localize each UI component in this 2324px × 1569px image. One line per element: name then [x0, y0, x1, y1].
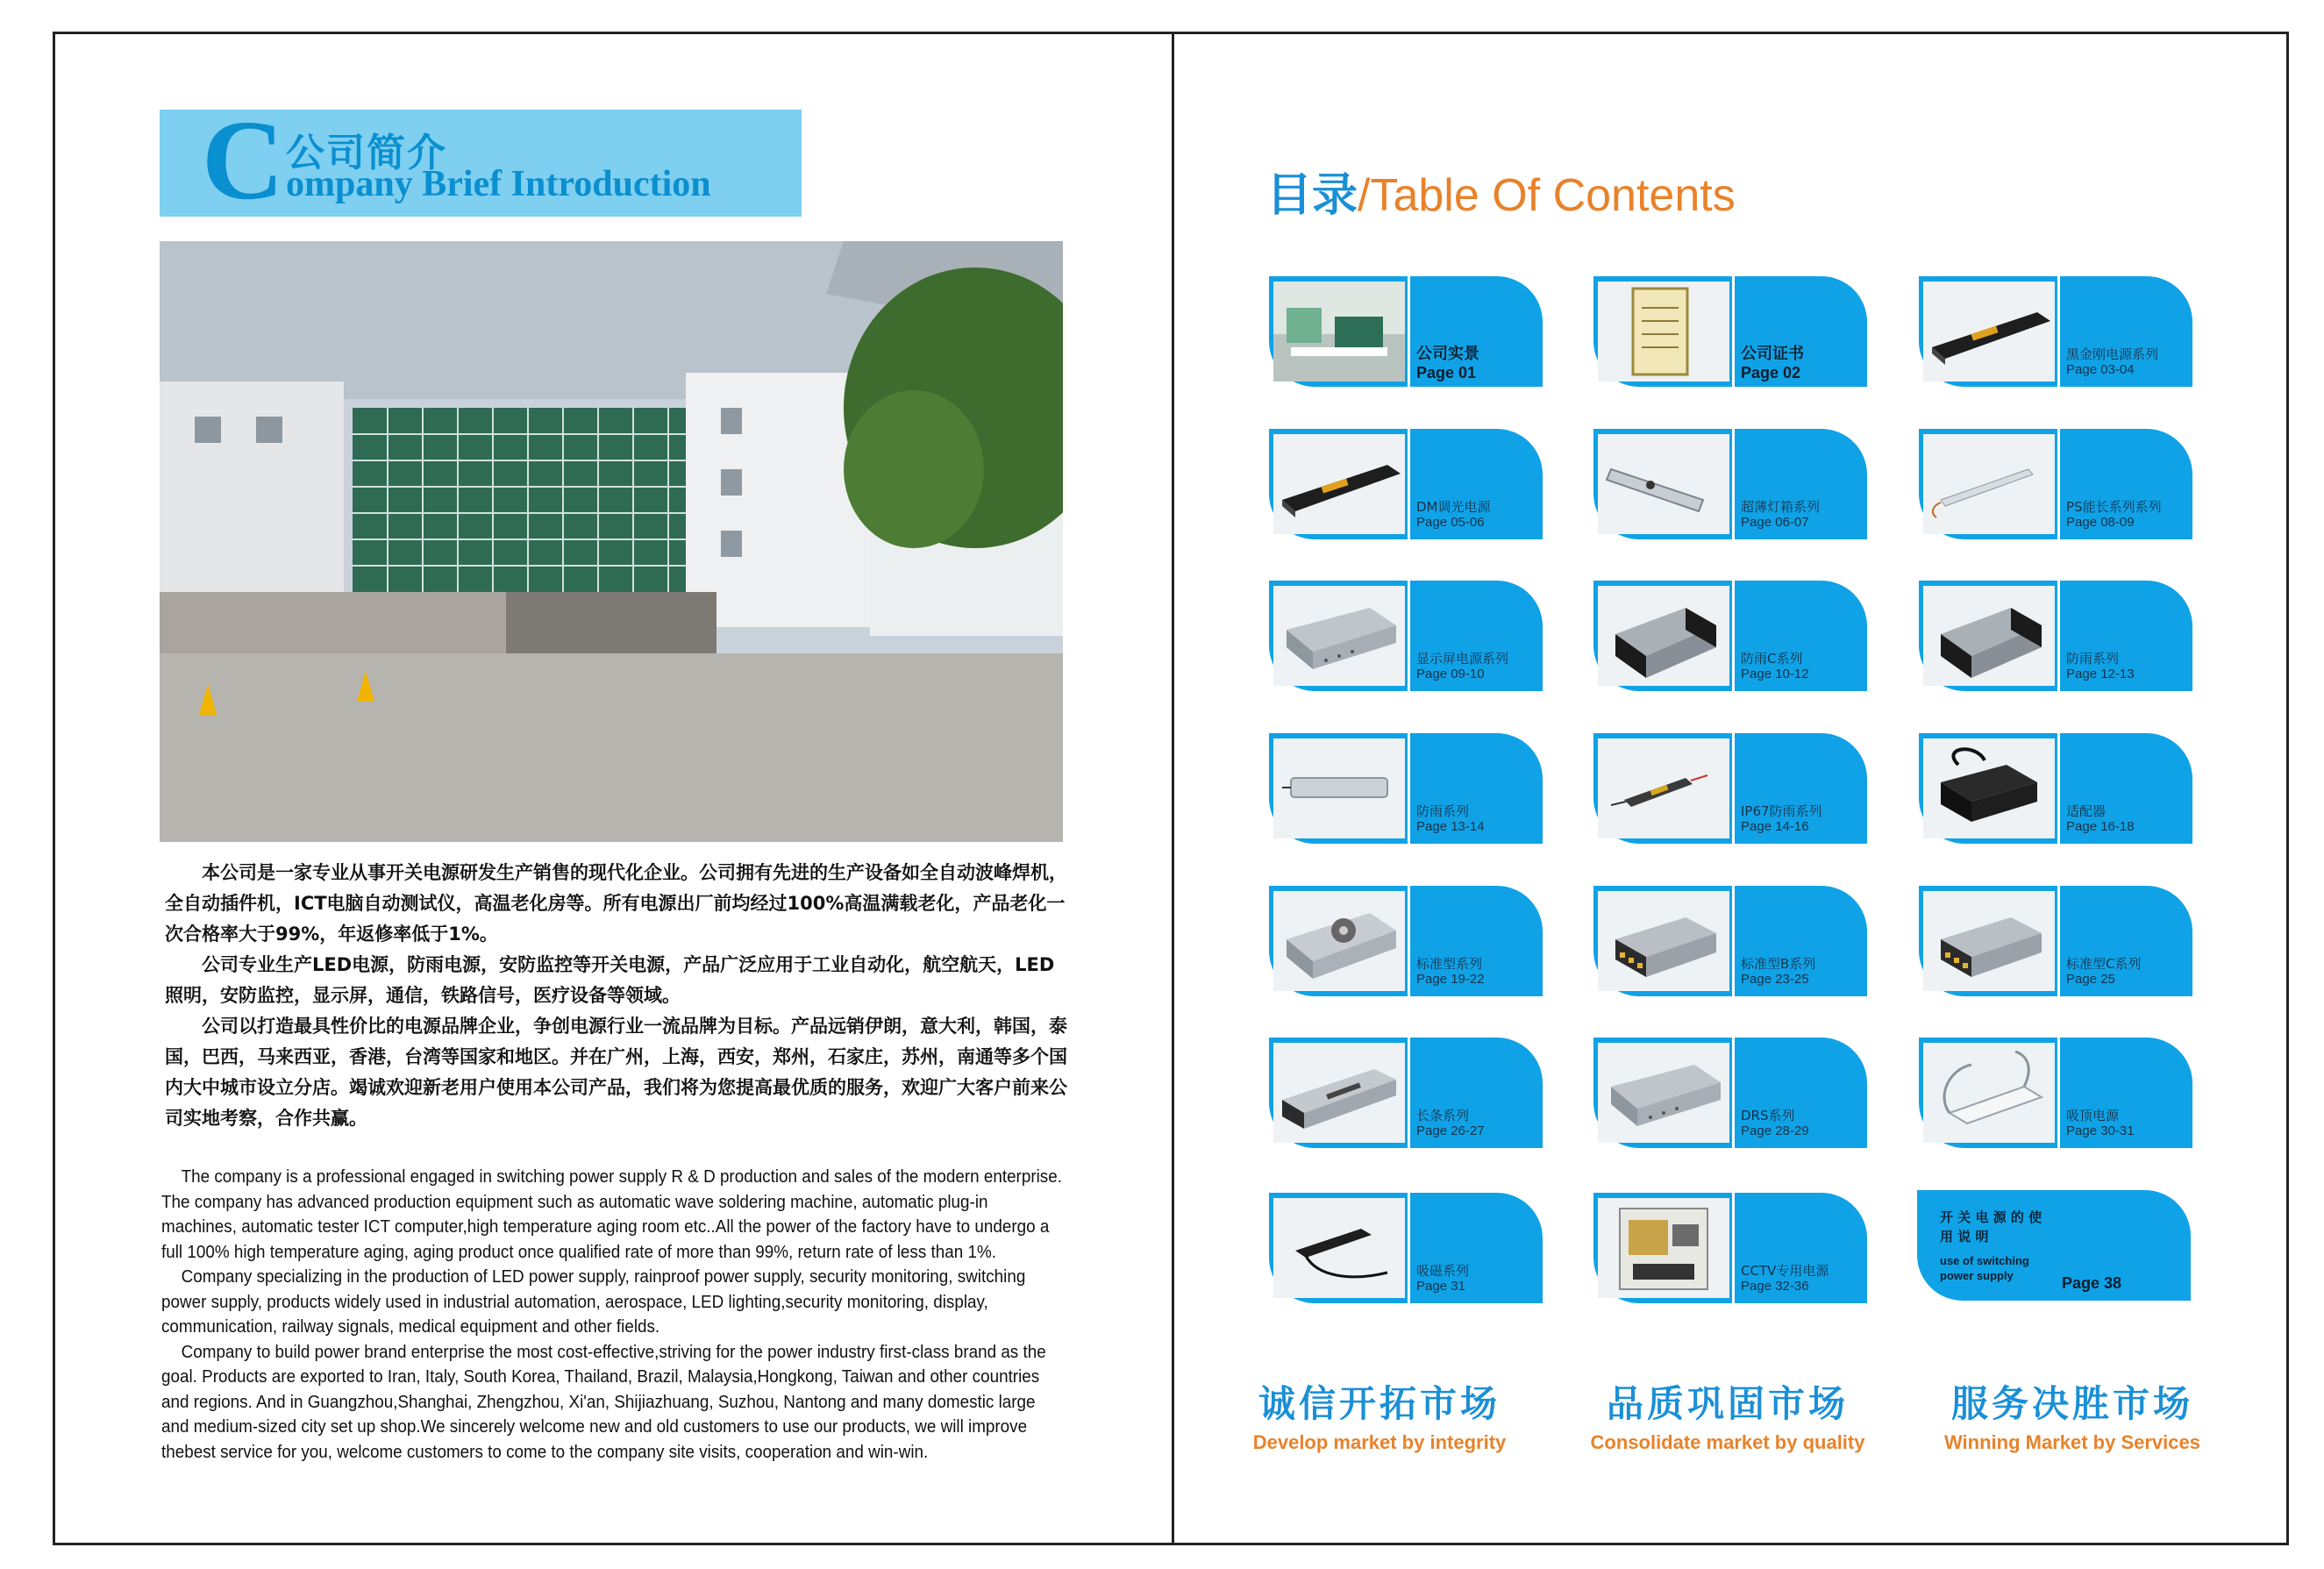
factory-photo [160, 241, 1063, 842]
slogan-quality [1570, 1375, 1886, 1454]
toc-entry[interactable] [1593, 733, 1867, 844]
toc-title-cn: 目录 [1266, 169, 1358, 222]
toc-entry[interactable] [1269, 1038, 1543, 1148]
en-paragraph: Company to build power brand enterprise the most cost-effective,striving for the power industry first-class brand as the goal. Products are exported to Iran, Italy, South Korea, Thailand, Brazil, Malaysia,Hongkong, Taiwan and other countries and regions. And in Guangzhou,Shanghai, Zhengzhou, Xi'an, Shijiazhuang, Suzhou, Nantong and many domestic large and medium-sized city set up shop.We sincerely welcome new and old customers to use our products, we will improve thebest service for you, welcome customers to come to the company site visits, cooperation and win-win. [161, 1341, 1046, 1462]
toc-title [1266, 158, 1736, 224]
slim-silver-tube-icon [1273, 738, 1405, 838]
toc-entry-name: 吸顶电源 [2066, 1108, 2120, 1123]
toc-entry-page: Page 30-31 [2066, 1123, 2135, 1138]
toc-entry-divider [1408, 886, 1410, 996]
cn-paragraph: 本公司是一家专业从事开关电源研发生产销售的现代化企业。公司拥有先进的生产设备如全自动波峰焊机，全自动插件机，ICT电脑自动测试仪，高温老化房等。所有电源出厂前均经过100%高温满载老化，产品老化一次合格率大于99%，年返修率低于1%。 [165, 862, 1067, 945]
toc-entry-divider [1408, 1038, 1410, 1148]
slogan-cn: 服务决胜市场 [1950, 1382, 2193, 1425]
thin-led-driver-icon [1923, 434, 2055, 534]
mesh-psu-icon [1598, 1043, 1729, 1143]
toc-entry-name: DRS系列 [1741, 1108, 1795, 1123]
toc-entry[interactable] [1593, 276, 1867, 387]
slogan-en: Develop market by integrity [1252, 1431, 1507, 1453]
en-paragraph: Company specializing in the production of LED power supply, rainproof power supply, security monitoring, switching power supply, products widely used in industrial automation, aerospace, LED lighting,security monitoring, display, communication, railway signals, medical equipment and other fields. [161, 1266, 1026, 1337]
toc-entry-name: 适配器 [2066, 803, 2107, 819]
toc-entry[interactable] [1919, 581, 2192, 691]
long-psu-icon [1273, 1043, 1405, 1143]
toc-entry-divider [1408, 733, 1410, 844]
toc-entry[interactable] [1593, 581, 1867, 691]
toc-entry-name: 标准型C系列 [2066, 956, 2142, 972]
toc-entry-manual[interactable] [1917, 1190, 2191, 1301]
rainproof-psu-icon [1598, 586, 1729, 686]
toc-entry-divider [1732, 581, 1735, 691]
toc-entry-page: Page 12-13 [2066, 667, 2135, 681]
toc-entry-page: Page 10-12 [1741, 667, 1809, 681]
toc-entry[interactable] [1919, 886, 2192, 996]
toc-entry-page: Page 14-16 [1741, 819, 1809, 834]
metal-psu-icon [1923, 891, 2055, 991]
toc-entry-name: IP67防雨系列 [1741, 803, 1822, 819]
toc-entry-page: Page 25 [2066, 972, 2115, 987]
toc-entry-divider [1408, 581, 1410, 691]
toc-entry-name: 防雨系列 [2066, 651, 2120, 667]
toc-entry-divider [1732, 886, 1735, 996]
toc-entry-name: 标准型B系列 [1741, 956, 1816, 972]
toc-entry-name: 吸磁系列 [1416, 1263, 1470, 1279]
toc-entry-name: 防雨系列 [1416, 803, 1470, 819]
small-driver-icon [1598, 738, 1729, 838]
toc-entry-divider [1732, 733, 1735, 844]
toc-entry-name: 显示屏电源系列 [1416, 651, 1509, 667]
toc-entry-divider [1732, 1193, 1735, 1303]
office-photo-icon [1273, 282, 1405, 382]
silver-slim-psu-icon [1598, 434, 1729, 534]
intro-text-chinese [165, 858, 1068, 1134]
toc-entry-page: Page 02 [1741, 364, 1801, 382]
toc-entry-divider [1732, 276, 1735, 387]
toc-entry-name: 标准型系列 [1416, 956, 1483, 972]
toc-entry-page: Page 09-10 [1416, 667, 1485, 681]
toc-title-en: Table Of Contents [1370, 170, 1736, 221]
intro-text-english [161, 1165, 1065, 1465]
slogan-en: Winning Market by Services [1943, 1431, 2200, 1453]
manual-title-cn: 开 关 电 源 的 使 用 说 明 [1940, 1209, 2042, 1245]
toc-entry-page: Page 08-09 [2066, 515, 2135, 530]
cctv-box-icon [1598, 1198, 1729, 1298]
toc-entry-name: 长条系列 [1416, 1108, 1470, 1123]
toc-entry-divider [1732, 429, 1735, 539]
toc-entry-divider [1408, 1193, 1410, 1303]
toc-entry[interactable] [1269, 429, 1543, 539]
toc-entry-page: Page 28-29 [1741, 1123, 1809, 1138]
adapter-icon [1923, 738, 2055, 838]
toc-entry-divider [2057, 276, 2060, 387]
toc-entry-page: Page 05-06 [1416, 515, 1485, 530]
en-paragraph: The company is a professional engaged in switching power supply R & D production and sales of the modern enterprise. The company has advanced production equipment such as automatic wave soldering machine, automatic plug-in machines, automatic tester ICT computer,high temperature aging room etc..All the power of the factory have to undergo a full 100% high temperature aging, aging product once qualified rate of more than 99%, return rate of less than 1%. [161, 1166, 1062, 1262]
toc-entry-name: PS能长系列系列 [2066, 499, 2162, 515]
page-spine [1172, 32, 1174, 1545]
toc-entry-page: Page 01 [1416, 364, 1477, 382]
intro-title-en: ompany Brief Introduction [286, 164, 711, 204]
toc-entry-divider [1732, 1038, 1735, 1148]
metal-psu-icon [1598, 891, 1729, 991]
toc-entry[interactable] [1269, 581, 1543, 691]
toc-title-separator: / [1358, 170, 1371, 221]
toc-entry[interactable] [1269, 1193, 1543, 1303]
toc-entry-name: DM调光电源 [1416, 499, 1491, 515]
toc-entry-name: 黑金刚电源系列 [2066, 346, 2159, 362]
toc-entry-name: 防雨C系列 [1741, 651, 1803, 667]
manual-page: Page 38 [2062, 1274, 2122, 1292]
mesh-psu-fan-icon [1273, 891, 1405, 991]
black-slim-psu-icon [1923, 282, 2055, 382]
certificate-icon [1598, 282, 1729, 382]
mesh-psu-icon [1273, 586, 1405, 686]
toc-entry[interactable] [1593, 886, 1867, 996]
toc-entry-page: Page 13-14 [1416, 819, 1485, 834]
black-slim-psu-icon [1273, 434, 1405, 534]
toc-entry-page: Page 06-07 [1741, 515, 1809, 530]
toc-entry-name: 公司证书 [1741, 345, 1804, 363]
toc-entry[interactable] [1269, 733, 1543, 844]
toc-entry[interactable] [1919, 276, 2192, 387]
toc-entry-page: Page 16-18 [2066, 819, 2135, 834]
toc-entry[interactable] [1593, 429, 1867, 539]
toc-entry[interactable] [1269, 276, 1543, 387]
slogan-integrity [1222, 1375, 1537, 1454]
slogan-service [1914, 1375, 2230, 1454]
toc-entry[interactable] [1593, 1038, 1867, 1148]
toc-entry-divider [2057, 733, 2060, 844]
toc-entry-page: Page 31 [1416, 1279, 1465, 1294]
toc-entry-divider [2057, 886, 2060, 996]
intro-title-initial: C [202, 97, 284, 224]
toc-entry-page: Page 03-04 [2066, 362, 2135, 377]
ceiling-driver-icon [1923, 1043, 2055, 1143]
toc-entry-name: 公司实景 [1416, 345, 1479, 363]
slogan-en: Consolidate market by quality [1590, 1431, 1865, 1453]
toc-entry[interactable] [1919, 1038, 2192, 1148]
toc-entry-divider [2057, 581, 2060, 691]
toc-entry-divider [1408, 276, 1410, 387]
toc-entry-name: CCTV专用电源 [1741, 1263, 1829, 1279]
toc-entry[interactable] [1593, 1193, 1867, 1303]
toc-entry[interactable] [1919, 733, 2192, 844]
manual-title-en: use of switching power supply [1940, 1254, 2029, 1282]
slogan-cn: 诚信开拓市场 [1258, 1382, 1501, 1425]
toc-entry-page: Page 19-22 [1416, 972, 1485, 987]
cn-paragraph: 公司以打造最具性价比的电源品牌企业，争创电源行业一流品牌为目标。产品远销伊朗，意大利，韩国，泰国，巴西，马来西亚，香港，台湾等国家和地区。并在广州，上海，西安，郑州，石家庄，苏州，南通等多个国内大中城市设立分店。竭诚欢迎新老用户使用本公司产品，我们将为您提高最优质的服务，欢迎广大客户前来公司实地考察，合作共赢。 [165, 1016, 1067, 1129]
toc-entry-divider [1408, 429, 1410, 539]
toc-entry[interactable] [1919, 429, 2192, 539]
toc-entry-page: Page 32-36 [1741, 1279, 1809, 1294]
intro-title-cn: 公司简介 [286, 132, 447, 175]
toc-entry-page: Page 26-27 [1416, 1123, 1485, 1138]
magnetic-psu-icon [1273, 1198, 1405, 1298]
toc-entry[interactable] [1269, 886, 1543, 996]
cn-paragraph: 公司专业生产LED电源，防雨电源，安防监控等开关电源，产品广泛应用于工业自动化，航空航天，LED照明，安防监控，显示屏，通信，铁路信号，医疗设备等领域。 [165, 954, 1055, 1006]
slogan-cn: 品质巩固市场 [1606, 1382, 1849, 1425]
rainproof-psu-icon [1923, 586, 2055, 686]
toc-entry-divider [2057, 1038, 2060, 1148]
toc-entry-divider [2057, 429, 2060, 539]
toc-entry-page: Page 23-25 [1741, 972, 1809, 987]
toc-entry-name: 超薄灯箱系列 [1741, 499, 1821, 515]
